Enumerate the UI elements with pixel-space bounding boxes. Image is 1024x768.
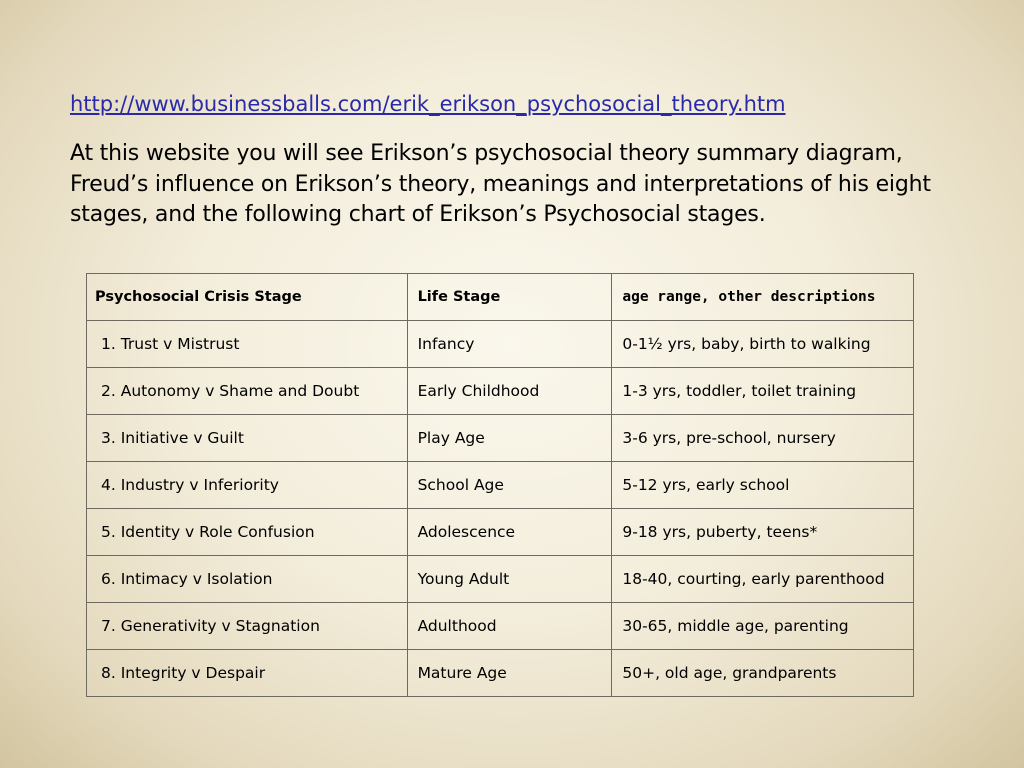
website-link[interactable]: http://www.businessballs.com/erik_erikson_psychosocial_theory.htm bbox=[70, 92, 786, 116]
crisis-stage-cell: 8. Integrity v Despair bbox=[87, 650, 408, 697]
crisis-stage-cell: 6. Intimacy v Isolation bbox=[87, 556, 408, 603]
crisis-stage-cell: 1. Trust v Mistrust bbox=[87, 321, 408, 368]
erikson-stages-table bbox=[86, 273, 914, 697]
life-stage-cell: School Age bbox=[407, 462, 612, 509]
description-paragraph: At this website you will see Erikson’s psychosocial theory summary diagram, Freud’s influence on Erikson’s theory, meanings and interpretations of his eight stages, and the following chart of Erikson’s Psychosocial stages. bbox=[70, 141, 931, 227]
crisis-stage-cell: 3. Initiative v Guilt bbox=[87, 415, 408, 462]
life-stage-cell: Mature Age bbox=[407, 650, 612, 697]
table-row bbox=[87, 509, 914, 556]
life-stage-cell: Adolescence bbox=[407, 509, 612, 556]
age-range-cell: 1-3 yrs, toddler, toilet training bbox=[612, 368, 914, 415]
age-range-cell: 5-12 yrs, early school bbox=[612, 462, 914, 509]
table-row bbox=[87, 415, 914, 462]
table-row bbox=[87, 650, 914, 697]
life-stage-cell: Adulthood bbox=[407, 603, 612, 650]
header-life-stage: Life Stage bbox=[407, 274, 612, 321]
age-range-cell: 30-65, middle age, parenting bbox=[612, 603, 914, 650]
header-age-range: age range, other descriptions bbox=[612, 274, 914, 321]
life-stage-cell: Young Adult bbox=[407, 556, 612, 603]
age-range-cell: 3-6 yrs, pre-school, nursery bbox=[612, 415, 914, 462]
crisis-stage-cell: 4. Industry v Inferiority bbox=[87, 462, 408, 509]
table-row bbox=[87, 462, 914, 509]
age-range-cell: 0-1½ yrs, baby, birth to walking bbox=[612, 321, 914, 368]
table-row bbox=[87, 603, 914, 650]
age-range-cell: 9-18 yrs, puberty, teens* bbox=[612, 509, 914, 556]
age-range-cell: 50+, old age, grandparents bbox=[612, 650, 914, 697]
crisis-stage-cell: 2. Autonomy v Shame and Doubt bbox=[87, 368, 408, 415]
table-row bbox=[87, 556, 914, 603]
table-row bbox=[87, 321, 914, 368]
crisis-stage-cell: 5. Identity v Role Confusion bbox=[87, 509, 408, 556]
table-row bbox=[87, 368, 914, 415]
crisis-stage-cell: 7. Generativity v Stagnation bbox=[87, 603, 408, 650]
life-stage-cell: Infancy bbox=[407, 321, 612, 368]
life-stage-cell: Play Age bbox=[407, 415, 612, 462]
life-stage-cell: Early Childhood bbox=[407, 368, 612, 415]
header-crisis-stage: Psychosocial Crisis Stage bbox=[87, 274, 408, 321]
table-header-row bbox=[87, 274, 914, 321]
age-range-cell: 18-40, courting, early parenthood bbox=[612, 556, 914, 603]
